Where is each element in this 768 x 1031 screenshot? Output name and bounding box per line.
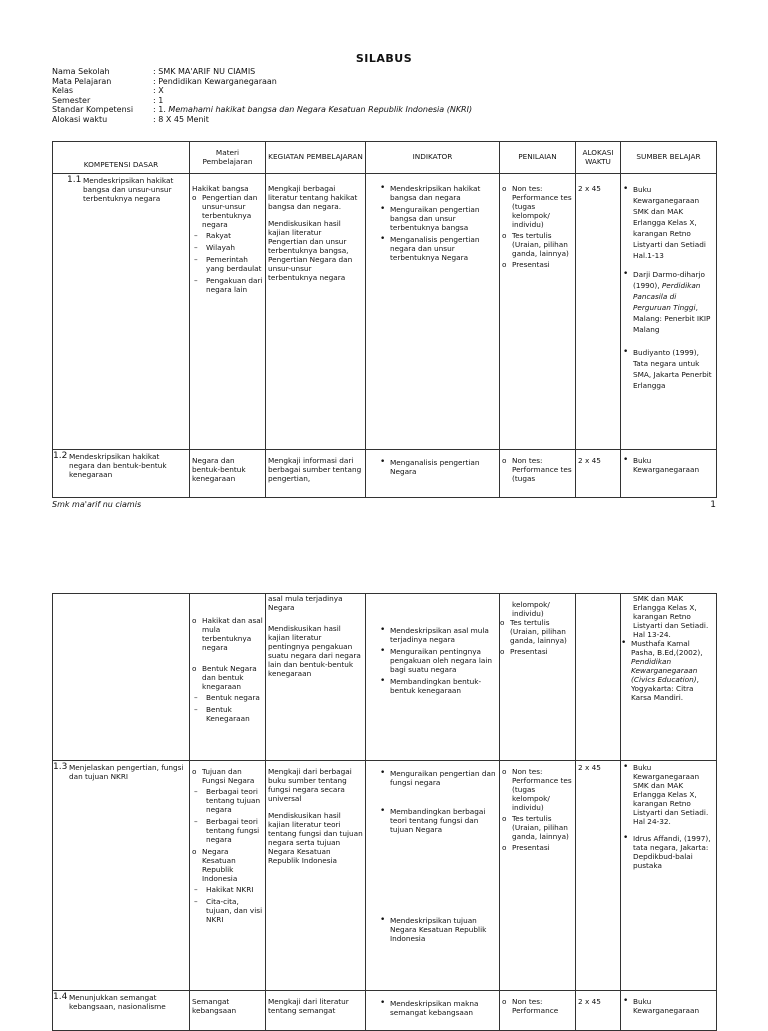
alokasi-cell bbox=[576, 594, 621, 761]
penilaian-item: o Non tes: Performance bbox=[512, 997, 573, 1015]
materi-subitem: – Bentuk negara bbox=[206, 693, 263, 702]
meta-key: Alokasi waktu bbox=[52, 114, 108, 124]
table-row bbox=[53, 594, 717, 761]
header-kd: KOMPETENSI DASAR bbox=[53, 142, 190, 174]
materi-subitem: – Pengakuan dari negara lain bbox=[206, 276, 263, 294]
materi-subitem: – Hakikat NKRI bbox=[206, 885, 263, 894]
penilaian-item: o Non tes: Performance tes (tugas kelompok/ individu) bbox=[512, 184, 573, 229]
table-row bbox=[53, 991, 717, 1031]
indikator-item: • Menguraikan pentingnya pengakuan oleh negara lain bagi suatu negara bbox=[390, 647, 497, 674]
meta-key: Nama Sekolah bbox=[52, 67, 110, 76]
alokasi-cell: 2 x 45 bbox=[576, 450, 621, 498]
sumber-item: • Buku Kewarganegaraan SMK dan MAK Erlangga Kelas X, karangan Retno Listyarti dan Setiadi Hal.1-13 bbox=[633, 184, 714, 261]
materi-cell bbox=[190, 174, 266, 450]
materi-cell bbox=[190, 761, 266, 991]
kd-cell bbox=[53, 174, 190, 450]
meta-value: : 1 bbox=[153, 95, 164, 105]
penilaian-cell bbox=[500, 450, 576, 498]
sumber-item: • Buku Kewarganegaraan bbox=[633, 456, 714, 474]
meta-key: Mata Pelajaran bbox=[52, 76, 112, 86]
sumber-item: • Idrus Affandi, (1997), tata negara, Jakarta: Depdikbud-balai pustaka bbox=[633, 834, 714, 870]
page-number: 1 bbox=[710, 500, 716, 510]
penilaian-item: o Tes tertulis (Uraian, pilihan ganda, lainnya) bbox=[510, 618, 573, 645]
indikator-item: • Mendeskripsikan makna semangat kebangsaan bbox=[390, 999, 497, 1017]
materi-subitem: – Pemerintah yang berdaulat bbox=[206, 255, 263, 273]
meta-key: Semester bbox=[52, 95, 91, 105]
kd-cell bbox=[53, 761, 190, 991]
sk-prefix: : 1. bbox=[153, 105, 169, 115]
kd-cell bbox=[53, 450, 190, 498]
table-row bbox=[53, 450, 717, 498]
kegiatan-cell: Mengkaji dari literatur tentang semangat bbox=[266, 991, 366, 1031]
meta-value: : SMK MA'ARIF NU CIAMIS bbox=[153, 67, 256, 76]
indikator-cell bbox=[366, 991, 500, 1031]
header-kegiatan: KEGIATAN PEMBELAJARAN bbox=[266, 142, 366, 174]
materi-item: o Hakikat dan asal mula terbentuknya negara bbox=[202, 616, 263, 652]
kd-text: Mendeskripsikan hakikat negara dan bentuk-bentuk kenegaraan bbox=[69, 452, 167, 479]
sumber-cell bbox=[621, 991, 717, 1031]
sumber-item: • Buku Kewarganegaraan bbox=[633, 997, 714, 1015]
meta-value: : Pendidikan Kewarganegaraan bbox=[153, 76, 277, 86]
kd-number: 1.2 bbox=[53, 451, 68, 461]
sumber-item: • Budiyanto (1999), Tata negara untuk SMA, Jakarta Penerbit Erlangga bbox=[633, 347, 714, 391]
kd-number: 1.3 bbox=[53, 762, 68, 772]
penilaian-item: o Presentasi bbox=[512, 260, 573, 269]
penilaian-cell bbox=[500, 761, 576, 991]
table-row bbox=[53, 761, 717, 991]
materi-item: o Negara Kesatuan Republik Indonesia bbox=[202, 847, 263, 883]
sumber-cell bbox=[621, 174, 717, 450]
materi-subitem: – Berbagai teori tentang fungsi negara bbox=[206, 817, 263, 844]
sumber-item: • Buku Kewarganegaraan SMK dan MAK Erlangga Kelas X, karangan Retno Listyarti dan Setiadi. Hal 24-32. bbox=[633, 763, 714, 826]
materi-item: o Pengertian dan unsur-unsur terbentuknya negara bbox=[202, 193, 263, 229]
footer-school: Smk ma'arif nu ciamis bbox=[52, 500, 142, 509]
kegiatan-text: asal mula terjadinya Negara bbox=[268, 594, 343, 612]
kegiatan-text: Mendiskusikan hasil kajian literatur Pengertian dan unsur terbentuknya bangsa, Pengertian Negara dan unsur-unsur terbentuknya negara bbox=[268, 219, 353, 282]
sumber-item: • Darji Darmo-diharjo (1990), Perdidikan Pancasila di Perguruan Tinggi, Malang: Penerbit IKIP Malang bbox=[633, 269, 714, 335]
kegiatan-text: Mengkaji berbagai literatur tentang hakikat bangsa dan negara. bbox=[268, 184, 358, 211]
indikator-item: • Menguraikan pengertian dan fungsi negara bbox=[390, 769, 497, 787]
kegiatan-text: Mendiskusikan hasil kajian literatur pentingnya pengakuan suatu negara dari negara lain dan bentuk-bentuk kenegaraan bbox=[268, 624, 361, 678]
kd-cell bbox=[53, 594, 190, 761]
indikator-item: • Mendeskripsikan tujuan Negara Kesatuan Republik Indonesia bbox=[390, 916, 497, 943]
alokasi-cell: 2 x 45 bbox=[576, 991, 621, 1031]
kd-number: 1.4 bbox=[53, 992, 68, 1002]
kd-text: Menjelaskan pengertian, fungsi dan tujuan NKRI bbox=[69, 763, 184, 781]
penilaian-item: o Tes tertulis (Uraian, pilihan ganda, lainnya) bbox=[512, 814, 573, 841]
header-indikator: INDIKATOR bbox=[366, 142, 500, 174]
document-page-2 bbox=[0, 525, 768, 1024]
penilaian-item: o Non tes: Performance tes (tugas bbox=[512, 456, 573, 483]
indikator-item: • Menguraikan pengertian bangsa dan unsur terbentuknya bangsa bbox=[390, 205, 497, 232]
table-row bbox=[53, 174, 717, 450]
indikator-item: • Mendeskripsikan asal mula terjadinya negara bbox=[390, 626, 497, 644]
sk-text: Memahami hakikat bangsa dan Negara Kesatuan Republik Indonesia (NKRI) bbox=[168, 105, 473, 115]
syllabus-meta bbox=[52, 67, 472, 125]
materi-subitem: – Rakyat bbox=[206, 231, 263, 240]
materi-cell: Negara dan bentuk-bentuk kenegaraan bbox=[190, 450, 266, 498]
kegiatan-text: Mendiskusikan hasil kajian literatur teori tentang fungsi dan tujuan negara serta tujuan Negara Kesatuan Republik Indonesia bbox=[268, 811, 363, 865]
sumber-item: • Musthafa Kamal Pasha, B.Ed,(2002), Pendidikan Kewarganegaraan (Civics Education), Yogyakarta: Citra Karsa Mandiri. bbox=[631, 639, 714, 702]
sumber-cell bbox=[621, 594, 717, 761]
meta-value bbox=[153, 105, 472, 115]
meta-value: : X bbox=[153, 86, 164, 96]
indikator-item: • Menganalisis pengertian negara dan unsur terbentuknya Negara bbox=[390, 235, 497, 262]
kegiatan-cell bbox=[266, 761, 366, 991]
kegiatan-text: Mengkaji dari berbagai buku sumber tentang fungsi negara secara universal bbox=[268, 767, 352, 803]
penilaian-item: o Presentasi bbox=[512, 843, 573, 852]
kd-text: Mendeskripsikan hakikat bangsa dan unsur-unsur terbentuknya negara bbox=[83, 176, 174, 203]
header-alokasi: ALOKASI WAKTU bbox=[576, 142, 621, 174]
indikator-cell bbox=[366, 761, 500, 991]
penilaian-cell bbox=[500, 174, 576, 450]
alokasi-cell: 2 x 45 bbox=[576, 761, 621, 991]
sumber-cell bbox=[621, 450, 717, 498]
penilaian-cell bbox=[500, 594, 576, 761]
kd-text: Menunjukkan semangat kebangsaan, nasionalisme bbox=[69, 993, 166, 1011]
meta-value: : 8 X 45 Menit bbox=[153, 114, 209, 124]
sumber-text: SMK dan MAK Erlangga Kelas X, karangan Retno Listyarti dan Setiadi. Hal 13-24. bbox=[633, 594, 709, 639]
meta-key: Standar Kompetensi bbox=[52, 105, 134, 115]
materi-cell: Semangat kebangsaan bbox=[190, 991, 266, 1031]
penilaian-item: o Presentasi bbox=[510, 647, 573, 656]
penilaian-item: o Non tes: Performance tes (tugas kelompok/ individu) bbox=[512, 767, 573, 812]
indikator-item: • Membandingkan bentuk-bentuk kenegaraan bbox=[390, 677, 497, 695]
syllabus-table-continued bbox=[52, 593, 717, 1031]
kd-number: 1.1 bbox=[67, 175, 82, 185]
penilaian-item: o Tes tertulis (Uraian, pilihan ganda, lainnya) bbox=[512, 231, 573, 258]
header-materi: Materi Pembelajaran bbox=[190, 142, 266, 174]
page-footer bbox=[52, 500, 716, 509]
header-sumber: SUMBER BELAJAR bbox=[621, 142, 717, 174]
kd-cell bbox=[53, 991, 190, 1031]
header-penilaian: PENILAIAN bbox=[500, 142, 576, 174]
indikator-cell bbox=[366, 450, 500, 498]
meta-key: Kelas bbox=[52, 86, 74, 96]
document-title: SILABUS bbox=[355, 52, 413, 65]
materi-subitem: – Wilayah bbox=[206, 243, 263, 252]
kegiatan-cell: Mengkaji informasi dari berbagai sumber tentang pengertian, bbox=[266, 450, 366, 498]
indikator-item: • Membandingkan berbagai teori tentang fungsi dan tujuan Negara bbox=[390, 807, 497, 834]
penilaian-cell bbox=[500, 991, 576, 1031]
sumber-cell bbox=[621, 761, 717, 991]
materi-item: o Bentuk Negara dan bentuk knegaraan bbox=[202, 664, 263, 691]
syllabus-table bbox=[52, 141, 717, 498]
materi-heading: Hakikat bangsa bbox=[192, 184, 249, 193]
alokasi-cell: 2 x 45 bbox=[576, 174, 621, 450]
indikator-item: • Menganalisis pengertian Negara bbox=[390, 458, 497, 476]
materi-cell bbox=[190, 594, 266, 761]
indikator-cell bbox=[366, 594, 500, 761]
indikator-item: • Mendeskripsikan hakikat bangsa dan negara bbox=[390, 184, 497, 202]
kegiatan-cell bbox=[266, 174, 366, 450]
materi-subitem: – Berbagai teori tentang tujuan negara bbox=[206, 787, 263, 814]
materi-subitem: – Cita-cita, tujuan, dan visi NKRI bbox=[206, 897, 263, 924]
penilaian-text: kelompok/ individu) bbox=[512, 600, 550, 618]
indikator-cell bbox=[366, 174, 500, 450]
materi-item: o Tujuan dan Fungsi Negara bbox=[202, 767, 263, 785]
kegiatan-cell bbox=[266, 594, 366, 761]
materi-subitem: – Bentuk Kenegaraan bbox=[206, 705, 263, 723]
